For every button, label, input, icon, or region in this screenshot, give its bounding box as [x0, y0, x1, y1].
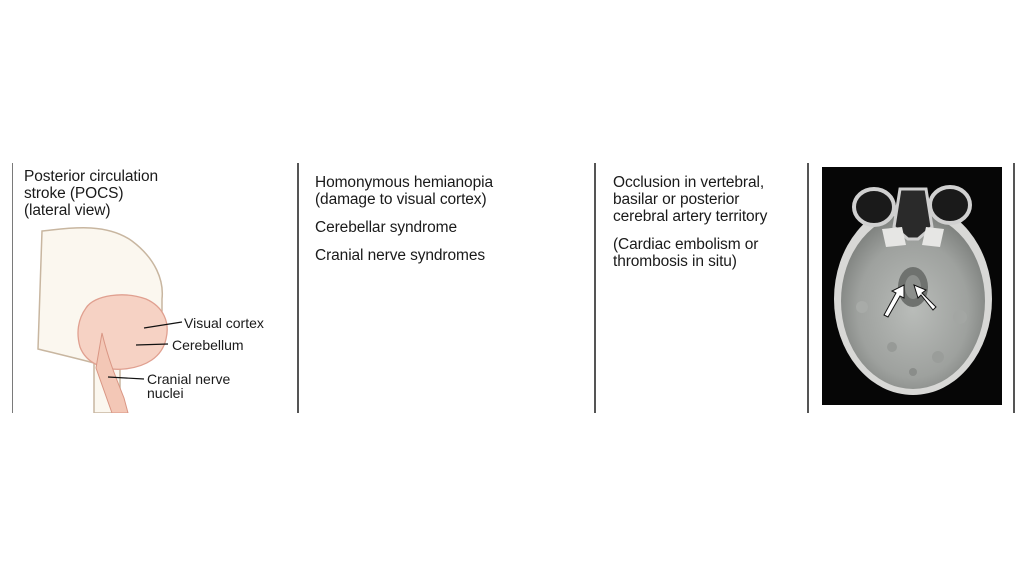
- feature-cranial-nerve: Cranial nerve syndromes: [315, 247, 485, 264]
- column-divider: [807, 163, 809, 413]
- cerebellum-shape: [78, 295, 167, 369]
- cause-embolism: (Cardiac embolism or thrombosis in situ): [613, 236, 759, 270]
- right-border: [1013, 163, 1015, 413]
- cause-column: [613, 174, 803, 424]
- clinical-features-column: [315, 174, 585, 424]
- pocs-table-row: [0, 163, 1024, 413]
- cerebellum-label: Cerebellum: [172, 337, 244, 353]
- ct-scan-drawing: [822, 167, 1002, 405]
- feature-hemianopia: Homonymous hemianopia (damage to visual cortex): [315, 174, 493, 208]
- diagram-column: [24, 163, 296, 413]
- cranial-nerve-nuclei-label: Cranial nerve nuclei: [147, 371, 231, 401]
- diagram-title: Posterior circulation stroke (POCS) (lateral view): [24, 168, 159, 219]
- feature-cerebellar: Cerebellar syndrome: [315, 219, 457, 236]
- visual-cortex-label: Visual cortex: [184, 315, 264, 331]
- cause-occlusion: Occlusion in vertebral, basilar or posterior cerebral artery territory: [613, 174, 768, 225]
- left-border: [12, 163, 13, 413]
- ct-scan-image: [822, 167, 1002, 405]
- column-divider: [297, 163, 299, 413]
- column-divider: [594, 163, 596, 413]
